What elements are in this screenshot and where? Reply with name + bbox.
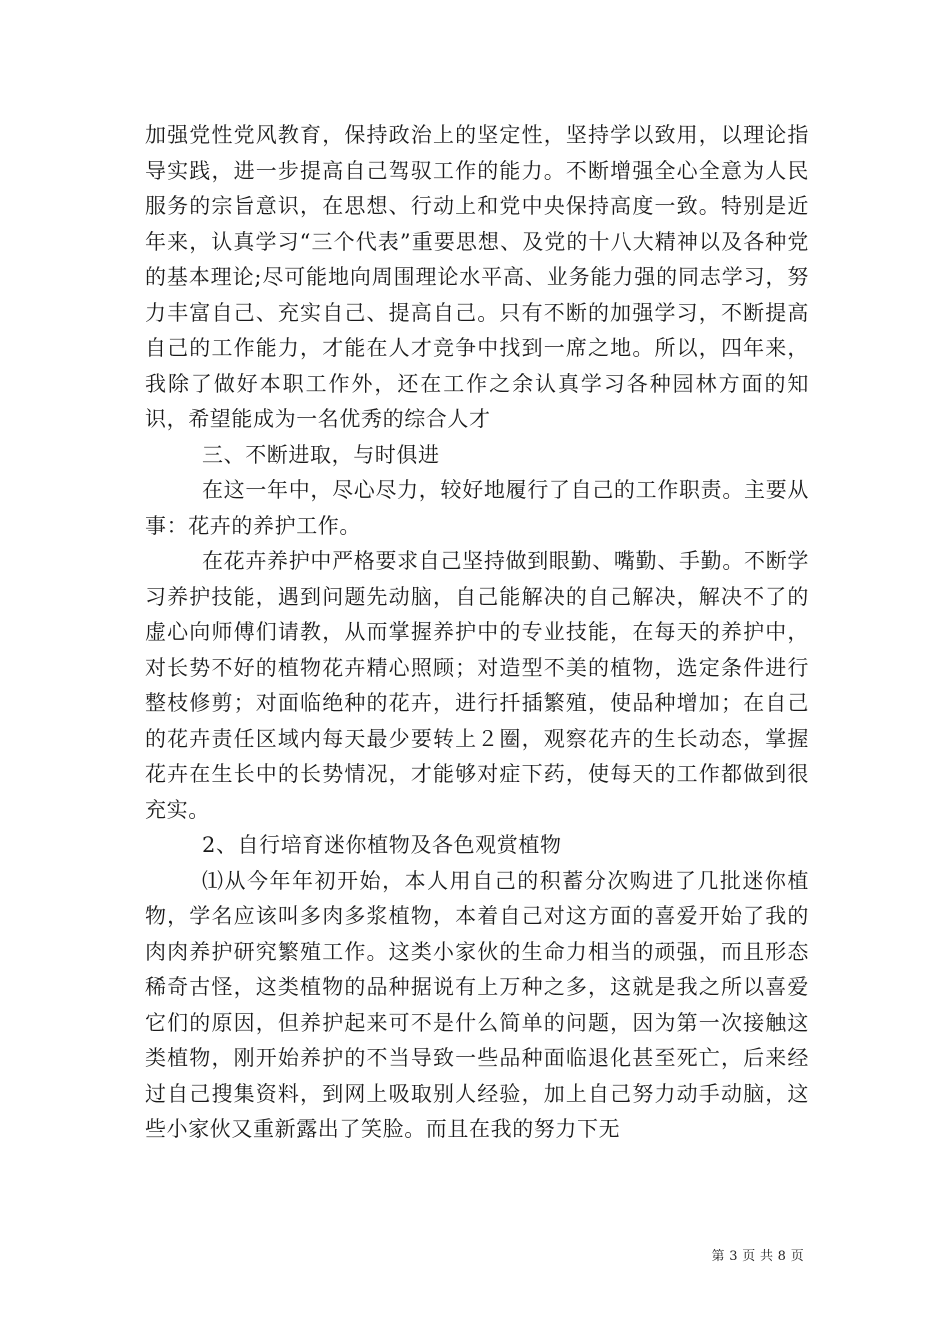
subheading-mini-plants: 2、自行培育迷你植物及各色观赏植物 [202,833,562,857]
paragraph-duties: 在这一年中，尽心尽力，较好地履行了自己的工作职责。主要从事：花卉的养护工作。 [145,478,809,538]
section-heading-progress: 三、不断进取，与时俱进 [202,442,440,467]
page-number-footer: 第 3 页 共 8 页 [711,1249,804,1264]
paragraph-party-study: 加强党性党风教育，保持政治上的坚定性，坚持学以致用，以理论指导实践，进一步提高自己驾驭工作的能力。不断增强全心全意为人民服务的宗旨意识，在思想、行动上和党中央保持高度一致。特别是近年来，认真学习“三个代表”重要思想、及党的十八大精神以及各种党的基本理论;尽可能地向周围理论水平高、业务能力强的同志学习，努力丰富自己、充实自己、提高自己。只有不断的加强学习，不断提高自己的工作能力，才能在人才竞争中找到一席之地。所以，四年来，我除了做好本职工作外，还在工作之余认真学习各种园林方面的知识，希望能成为一名优秀的综合人才 [145,123,809,431]
paragraph-succulents: ⑴从今年年初开始，本人用自己的积蓄分次购进了几批迷你植物，学名应该叫多肉多浆植物，本着自己对这方面的喜爱开始了我的肉肉养护研究繁殖工作。这类小家伙的生命力相当的顽强，而且形态稀奇古怪，这类植物的品种据说有上万种之多，这就是我之所以喜爱它们的原因，但养护起来可不是什么简单的问题，因为第一次接触这类植物，刚开始养护的不当导致一些品种面临退化甚至死亡，后来经过自己搜集资料，到网上吸取别人经验，加上自己努力动手动脑，这些小家伙又重新露出了笑脸。而且在我的努力下无 [145,868,809,1141]
paragraph-flower-care: 在花卉养护中严格要求自己坚持做到眼勤、嘴勤、手勤。不断学习养护技能，遇到问题先动脑，自己能解决的自己解决，解决不了的虚心向师傅们请教，从而掌握养护中的专业技能，在每天的养护中，对长势不好的植物花卉精心照顾；对造型不美的植物，选定条件进行整枝修剪；对面临绝种的花卉，进行扦插繁殖，使品种增加；在自己的花卉责任区域内每天最少要转上２圈，观察花卉的生长动态，掌握花卉在生长中的长势情况，才能够对症下药，使每天的工作都做到很充实。 [145,549,809,822]
document-body [145,118,809,1148]
